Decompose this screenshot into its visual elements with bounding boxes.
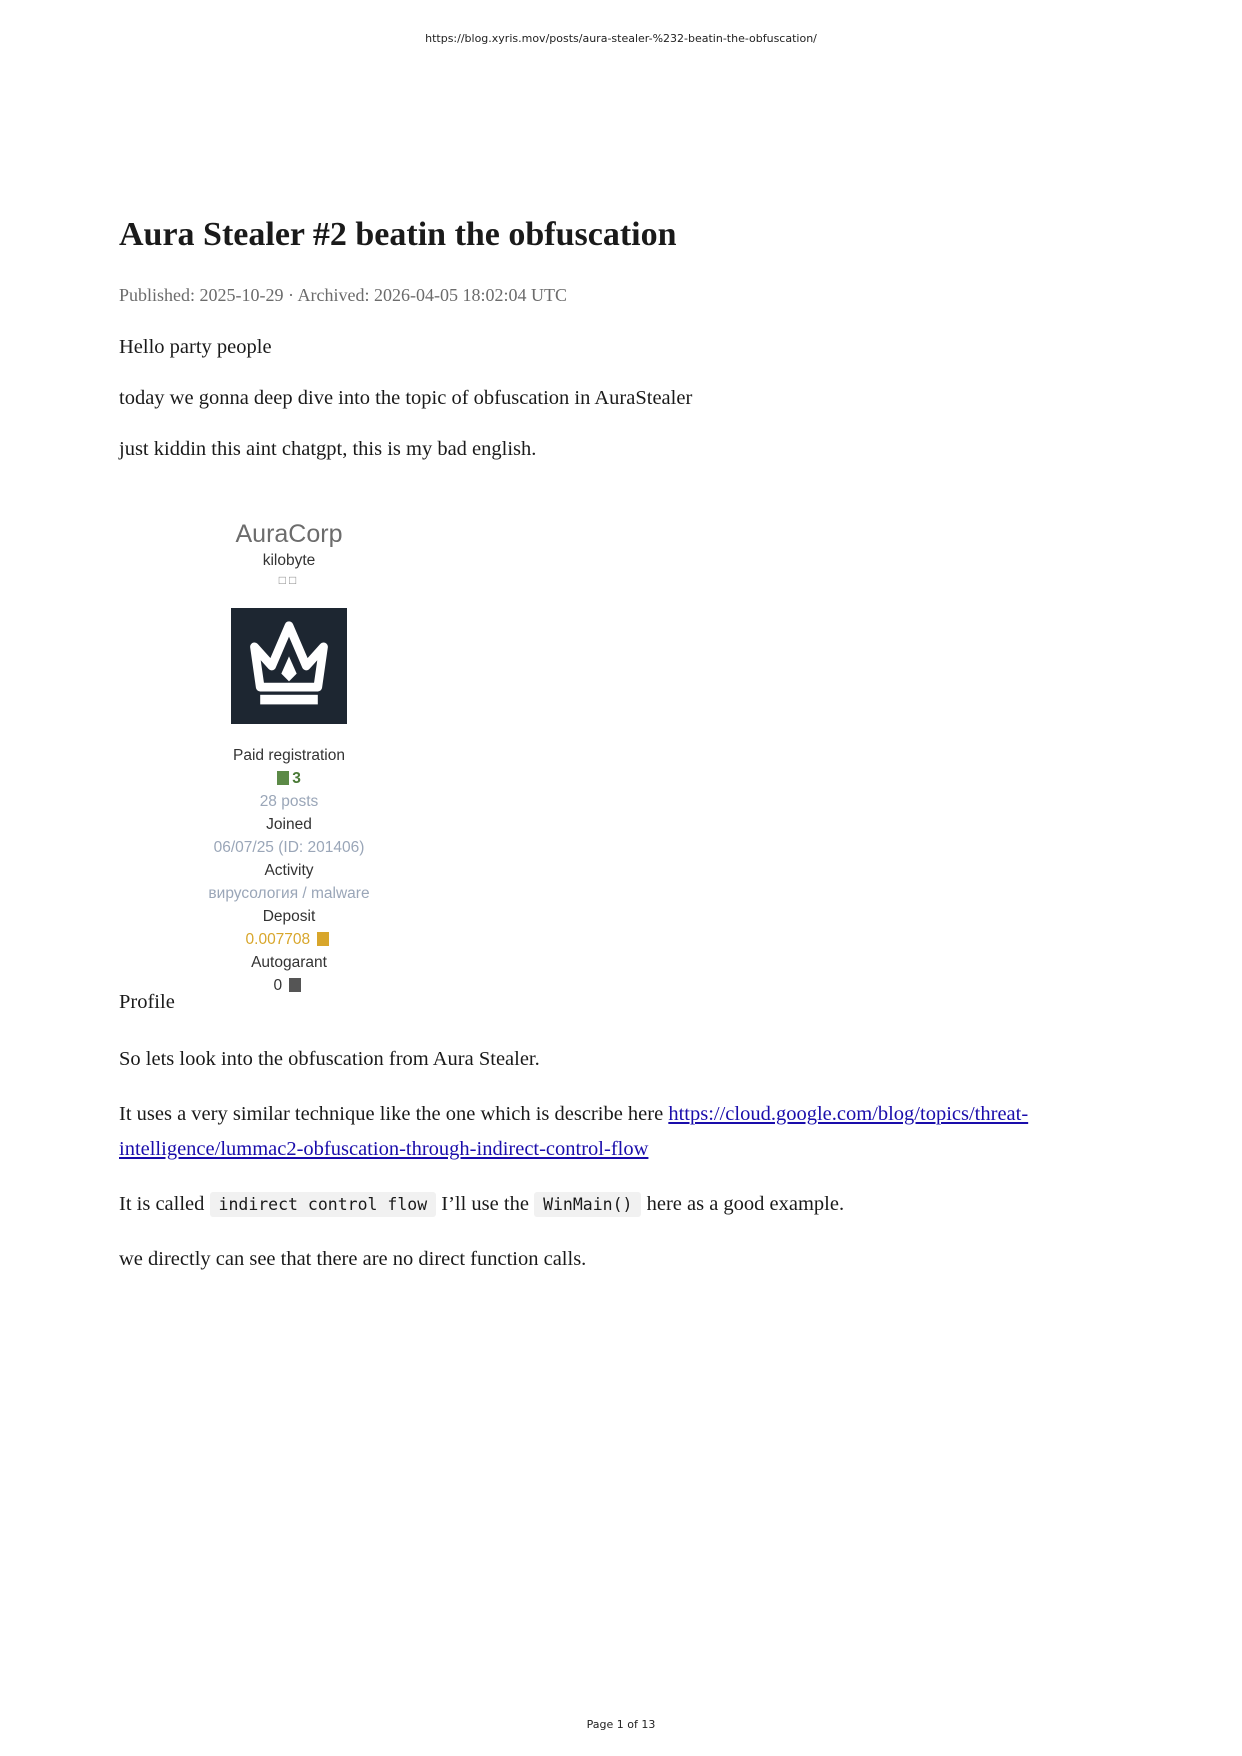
profile-username: AuraCorp (235, 520, 343, 548)
indirect-text-a: It is called (119, 1193, 210, 1215)
deposit-icon (317, 932, 329, 946)
paragraph-technique (119, 1097, 1119, 1167)
code-winmain: WinMain() (534, 1192, 641, 1217)
article-meta: Published: 2025-10-29 · Archived: 2026-04-05 18:02:04 UTC (119, 285, 567, 305)
article-title: Aura Stealer #2 beatin the obfuscation (119, 216, 677, 253)
image-caption: Profile (119, 991, 175, 1013)
indirect-text-b: I’ll use the (436, 1193, 535, 1215)
paragraph-lets-look: So lets look into the obfuscation from Aura Stealer. (119, 1048, 540, 1070)
forum-profile-card (198, 518, 380, 997)
lummac2-article-link[interactable]: https://cloud.google.com/blog/topics/threat-intelligence/lummac2-obfuscation-through-indirect-control-flow (119, 1103, 1029, 1160)
indirect-text-c: here as a good example. (641, 1193, 845, 1215)
paragraph-joke: just kiddin this aint chatgpt, this is my bad english. (119, 438, 537, 460)
code-indirect-control-flow: indirect control flow (210, 1192, 437, 1217)
page-number: Page 1 of 13 (586, 1718, 656, 1731)
profile-deposit-value: 0.007708 (245, 931, 311, 948)
paragraph-indirect (119, 1187, 1119, 1222)
profile-joined-label: Joined (266, 816, 312, 833)
profile-reputation-row (198, 767, 380, 790)
profile-activity-label: Activity (264, 862, 314, 879)
reputation-icon (277, 771, 289, 785)
profile-deposit-row (198, 928, 380, 951)
profile-posts: 28 posts (259, 793, 319, 810)
paragraph-no-direct-calls: we directly can see that there are no direct function calls. (119, 1248, 587, 1270)
autogarant-icon (289, 978, 301, 992)
paragraph-intro: today we gonna deep dive into the topic of obfuscation in AuraStealer (119, 387, 693, 409)
paragraph-greeting: Hello party people (119, 336, 272, 358)
page-url-header: https://blog.xyris.mov/posts/aura-stealer-%232-beatin-the-obfuscation/ (425, 32, 817, 45)
profile-rank: kilobyte (262, 552, 316, 569)
technique-text: It uses a very similar technique like the one which is describe here (119, 1103, 669, 1125)
profile-rank-boxes: □□ (278, 573, 300, 587)
profile-autogarant-value: 0 (273, 977, 283, 994)
profile-reputation: 3 (292, 770, 301, 787)
avatar (231, 608, 347, 724)
profile-autogarant-row (198, 974, 380, 997)
profile-deposit-label: Deposit (262, 908, 316, 925)
profile-activity-value: вирусология / malware (208, 885, 370, 902)
profile-autogarant-label: Autogarant (251, 954, 327, 971)
profile-registration: Paid registration (232, 747, 345, 764)
crown-logo-icon (241, 618, 337, 714)
profile-joined-value: 06/07/25 (ID: 201406) (213, 839, 365, 856)
